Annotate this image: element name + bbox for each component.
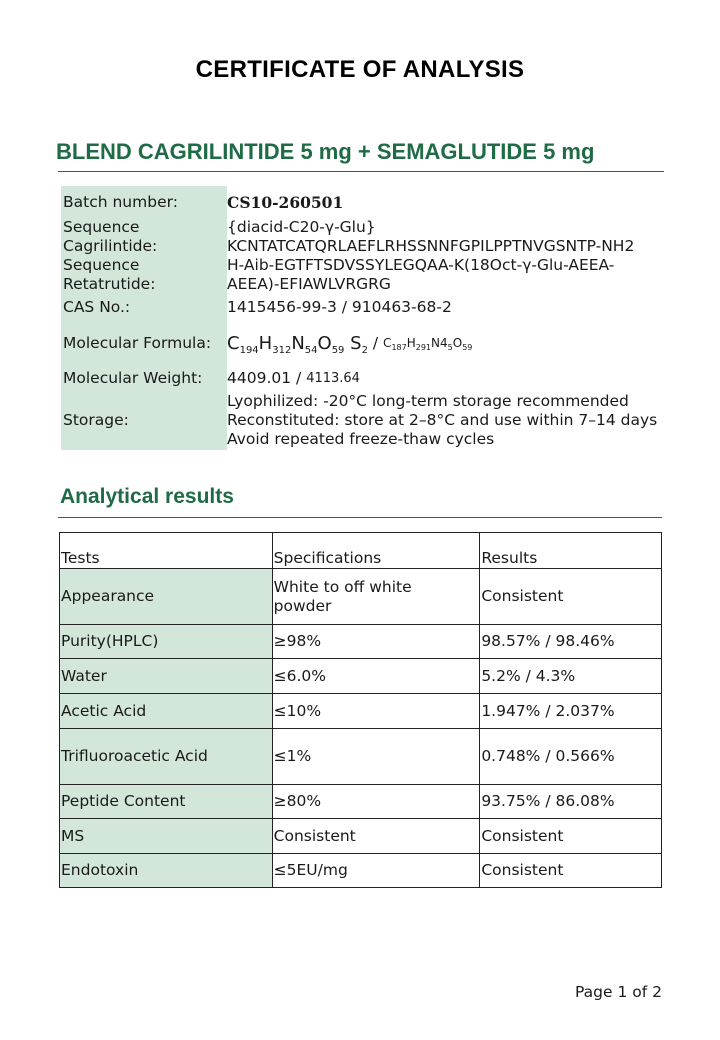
molecular-weight-row	[61, 366, 701, 390]
storage-value	[227, 390, 657, 450]
test-spec: ≤6.0%	[272, 659, 480, 694]
test-result: Consistent	[480, 819, 662, 854]
table-row	[60, 659, 662, 694]
test-spec: ≤5EU/mg	[272, 854, 480, 888]
formula-separator: /	[367, 333, 384, 352]
sequence-retatrutide-value-line-2: AEEA)-EFIAWLVRGRG	[227, 275, 391, 293]
test-spec: ≤1%	[272, 729, 480, 785]
test-result: 1.947% / 2.037%	[480, 694, 662, 729]
test-result: 0.748% / 0.566%	[480, 729, 662, 785]
test-name: Purity(HPLC)	[60, 625, 273, 659]
sequence-retatrutide-label-line-2: Retatrutide:	[63, 275, 156, 293]
test-spec: Consistent	[272, 819, 480, 854]
sequence-retatrutide-value	[227, 256, 614, 294]
sequence-cagrilintide-value-line-1: {diacid-C20-γ-Glu}	[227, 218, 376, 236]
section-divider	[58, 517, 662, 518]
molecular-formula-value	[227, 320, 472, 366]
test-name: Peptide Content	[60, 785, 273, 819]
sequence-retatrutide-label	[61, 256, 227, 294]
table-row	[60, 694, 662, 729]
table-row	[60, 625, 662, 659]
storage-line: Reconstituted: store at 2–8°C and use within 7–14 days	[227, 410, 658, 429]
test-result: 93.75% / 86.08%	[480, 785, 662, 819]
batch-value: CS10-260501	[227, 192, 344, 212]
sequence-cagrilintide-value	[227, 218, 634, 256]
cas-label: CAS No.:	[61, 294, 227, 320]
cas-value: 1415456-99-3 / 910463-68-2	[227, 297, 452, 316]
batch-row	[61, 186, 701, 218]
product-info-table	[61, 186, 701, 450]
document-title: CERTIFICATE OF ANALYSIS	[195, 56, 525, 83]
page-number: Page 1 of 2	[575, 983, 662, 1001]
formula-cagrilintide: $C_{187}H_{291}N4_5O_{59}$	[383, 335, 473, 352]
sequence-cagrilintide-value-line-2: KCNTATCATQRLAEFLRHSSNNFGPILPPTNVGSNTP-NH2	[227, 237, 635, 255]
header-results: Results	[480, 533, 662, 569]
table-row	[60, 785, 662, 819]
formula-semaglutide: $C_{194}H_{312}N_{54}O_{59}$ $S_2$	[227, 332, 368, 356]
storage-line: Lyophilized: -20°C long-term storage recommended	[227, 391, 629, 410]
header-tests: Tests	[60, 533, 273, 569]
molecular-weight-value-2: 4113.64	[306, 370, 360, 386]
molecular-formula-row	[61, 320, 701, 366]
table-row	[60, 819, 662, 854]
sequence-cagrilintide-label-line-1: Sequence	[63, 218, 140, 236]
test-result: 98.57% / 98.46%	[480, 625, 662, 659]
sequence-cagrilintide-row	[61, 218, 701, 256]
batch-label: Batch number:	[61, 186, 227, 218]
test-result: Consistent	[480, 569, 662, 625]
test-spec: ≥80%	[272, 785, 480, 819]
table-row	[60, 569, 662, 625]
molecular-formula-label: Molecular Formula:	[61, 320, 227, 366]
test-name: Acetic Acid	[60, 694, 273, 729]
table-header-row	[60, 533, 662, 569]
test-name: Appearance	[60, 569, 273, 625]
product-title: BLEND CAGRILINTIDE 5 mg + SEMAGLUTIDE 5 mg	[56, 139, 595, 164]
sequence-cagrilintide-label-line-2: Cagrilintide:	[63, 237, 158, 255]
test-spec-line-1: White to off white	[273, 577, 412, 596]
test-result: Consistent	[480, 854, 662, 888]
test-spec-line-2: powder	[273, 596, 332, 615]
sequence-retatrutide-row	[61, 256, 701, 294]
cas-row	[61, 294, 701, 320]
title-divider	[58, 171, 664, 172]
sequence-retatrutide-label-line-1: Sequence	[63, 256, 140, 274]
header-specifications: Specifications	[272, 533, 480, 569]
molecular-weight-value-1: 4409.01 /	[227, 368, 307, 387]
test-spec	[272, 569, 480, 625]
test-spec: ≥98%	[272, 625, 480, 659]
sequence-retatrutide-value-line-1: H-Aib-EGTFTSDVSSYLEGQAA-K(18Oct-γ-Glu-AEEA-	[227, 256, 615, 274]
molecular-weight-label: Molecular Weight:	[61, 366, 227, 390]
results-table	[59, 532, 662, 888]
test-name: MS	[60, 819, 273, 854]
molecular-weight-value	[227, 366, 360, 390]
table-row	[60, 729, 662, 785]
storage-line: Avoid repeated freeze-thaw cycles	[227, 429, 495, 448]
storage-row	[61, 390, 701, 450]
sequence-cagrilintide-label	[61, 218, 227, 256]
test-name: Water	[60, 659, 273, 694]
storage-label: Storage:	[61, 390, 227, 450]
test-result: 5.2% / 4.3%	[480, 659, 662, 694]
test-name: Endotoxin	[60, 854, 273, 888]
test-name: Trifluoroacetic Acid	[60, 729, 273, 785]
analytical-results-title: Analytical results	[60, 485, 234, 508]
table-row	[60, 854, 662, 888]
test-spec: ≤10%	[272, 694, 480, 729]
